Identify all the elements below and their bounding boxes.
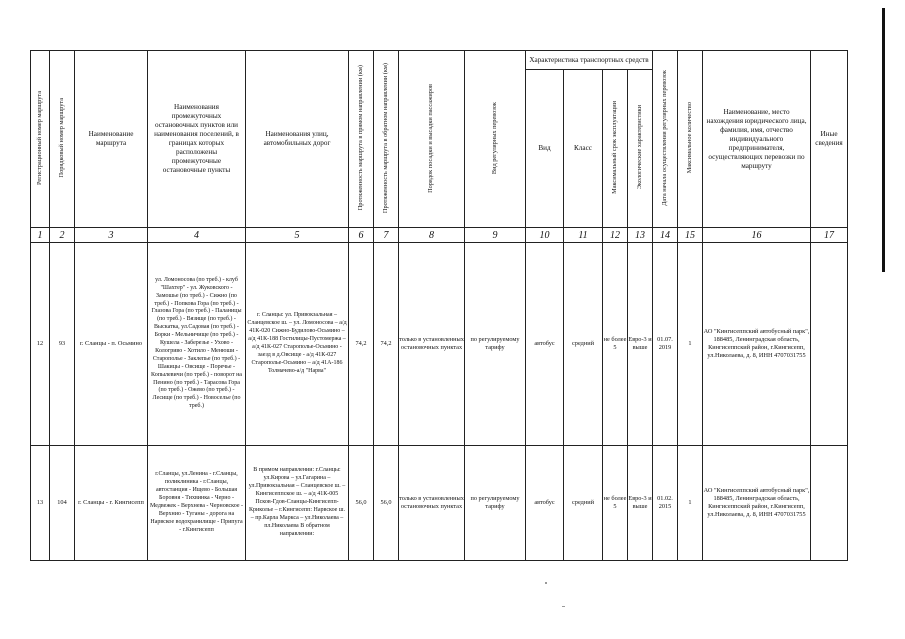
cell-vehicle-kind: автобус xyxy=(526,243,564,446)
column-number: 14 xyxy=(653,228,678,243)
column-number: 12 xyxy=(603,228,628,243)
column-number: 5 xyxy=(246,228,349,243)
cell-reg: 13 xyxy=(31,446,50,561)
cell-length-forward: 56,0 xyxy=(349,446,374,561)
cell-length-forward: 74,2 xyxy=(349,243,374,446)
scan-speck xyxy=(562,606,565,607)
cell-length-back: 74,2 xyxy=(374,243,399,446)
column-number: 4 xyxy=(148,228,246,243)
header-start-date: Дата начала осуществления регулярных перевозок xyxy=(653,51,678,228)
route-registry-table xyxy=(30,50,848,561)
table-row xyxy=(31,243,848,446)
column-number: 8 xyxy=(399,228,465,243)
header-boarding: Порядок посадки и высадки пассажиров xyxy=(399,51,465,228)
header-streets: Наименования улиц, автомобильных дорог xyxy=(246,51,349,228)
column-number: 16 xyxy=(703,228,811,243)
cell-stops: ул. Ломоносова (по треб.) - клуб "Шахтер" - ул. Жуковского - Замошье (по треб.) - Сижно (по треб.) - Попкова Гора (по треб.) - Глазова Гора (по треб.) - Паланицы (по треб.) - Вязище (по треб.) - Выскатка, ул.Садовая (по треб.) - Борки - Мельничище (по треб.) - Кушела - Заберезье - Ухово - Кологриво - Хотило - Менюши - Старополье - Заклепье (по треб.) - Шакицы - Овсище - Поречье - Копылевичи (по треб.) - поворот на Пенино (по треб.) - Тарасова Гора (по треб.) - Ожево (по треб.) - Лесище (по треб.) - Новоселье (по треб.) xyxy=(148,243,246,446)
cell-boarding: только в установленных остановочных пунктах xyxy=(399,243,465,446)
cell-vehicle-kind: автобус xyxy=(526,446,564,561)
cell-max-age: не более 5 xyxy=(603,243,628,446)
cell-route-name: г. Сланцы - п. Осьмино xyxy=(75,243,148,446)
cell-max-age: не более 5 xyxy=(603,446,628,561)
cell-vehicle-class: средний xyxy=(564,243,603,446)
page-edge-bar xyxy=(882,8,885,272)
cell-start-date: 01.02. 2015 xyxy=(653,446,678,561)
column-number: 11 xyxy=(564,228,603,243)
header-transport-type: Вид регулярных перевозок xyxy=(465,51,526,228)
cell-max-count: 1 xyxy=(678,243,703,446)
column-number: 7 xyxy=(374,228,399,243)
header-carrier: Наименование, место нахождения юридического лица, фамилия, имя, отчество индивидуального предпринимателя, осуществляющих перевозки по маршруту xyxy=(703,51,811,228)
column-number: 13 xyxy=(628,228,653,243)
column-number: 6 xyxy=(349,228,374,243)
cell-max-count: 1 xyxy=(678,446,703,561)
cell-seq: 104 xyxy=(50,446,75,561)
cell-boarding: только в установленных остановочных пунктах xyxy=(399,446,465,561)
header-length-forward: Протяженность маршрута в прямом направлении (км) xyxy=(349,51,374,228)
cell-transport-type: по регулируемому тарифу xyxy=(465,243,526,446)
cell-route-name: г. Сланцы - г. Кингисепп xyxy=(75,446,148,561)
header-other: Иные сведения xyxy=(811,51,848,228)
cell-streets: В прямом направлении: г.Сланцы: ул.Кирова – ул.Гагарина – ул.Привокзальная – Сланцевское ш. – Кингисеппское ш. – а/д 41К-005 Псков-Гдов-Сланцы-Кингисепп-Криколье – г.Кингисепп: Нарвское ш. – пр.Карла Маркса – ул.Николаева – пл.Николаева В обратном направлении: xyxy=(246,446,349,561)
column-number: 9 xyxy=(465,228,526,243)
header-max-age: Максимальный срок эксплуатации xyxy=(603,70,628,228)
cell-reg: 12 xyxy=(31,243,50,446)
scan-speck xyxy=(545,582,547,584)
column-number: 3 xyxy=(75,228,148,243)
column-number: 17 xyxy=(811,228,848,243)
cell-transport-type: по регулируемому тарифу xyxy=(465,446,526,561)
column-number: 2 xyxy=(50,228,75,243)
cell-other xyxy=(811,243,848,446)
header-route-name: Наименование маршрута xyxy=(75,51,148,228)
cell-length-back: 56,0 xyxy=(374,446,399,561)
cell-streets: г. Сланцы: ул. Привокзальная – Сланцевское ш. – ул. Ломоносова – а/д 41К-020 Сижно-Будилово-Осьмино – а/д 41К-188 Гостилицы-Пустомержа – а/д 41К-027 Старополье-Осьмино - заезд в д.Овсище - а/д 41К-027 Старополье-Осьмино – а/д 41А-186 Толмачево-а/д "Нарва" xyxy=(246,243,349,446)
cell-carrier: АО "Кингисеппский автобусный парк", 188485, Ленинградская область, Кингисеппский район, г.Кингисепп, ул.Николаева, д. 8, ИНН 4707031755 xyxy=(703,446,811,561)
cell-other xyxy=(811,446,848,561)
cell-seq: 93 xyxy=(50,243,75,446)
column-number-row xyxy=(31,228,848,243)
cell-start-date: 01.07. 2019 xyxy=(653,243,678,446)
header-eco: Экологические характеристики xyxy=(628,70,653,228)
column-number: 10 xyxy=(526,228,564,243)
cell-stops: г.Сланцы, ул.Ленина - г.Сланцы, поликлиника - г.Сланцы, автостанция - Ищево - Большая Боровня - Тихвинка - Черно - Медвежек - Верхнева - Черновское - Верхнио - Туганы - дорога на Нарвское водохранилище - Припуга - г.Кингисепп xyxy=(148,446,246,561)
header-length-back: Протяженность маршрута в обратном направлении (км) xyxy=(374,51,399,228)
header-seq-number: Порядковый номер маршрута xyxy=(50,51,75,228)
cell-eco: Евро-3 и выше xyxy=(628,243,653,446)
cell-vehicle-class: средний xyxy=(564,446,603,561)
table-row xyxy=(31,446,848,561)
column-number: 15 xyxy=(678,228,703,243)
header-vehicle-kind: Вид xyxy=(526,70,564,228)
header-reg-number: Регистрационный номер маршрута xyxy=(31,51,50,228)
header-max-count: Максимальное количество xyxy=(678,51,703,228)
column-number: 1 xyxy=(31,228,50,243)
header-vehicle-group: Характеристика транспортных средств xyxy=(526,51,653,70)
header-vehicle-class: Класс xyxy=(564,70,603,228)
cell-eco: Евро-3 и выше xyxy=(628,446,653,561)
header-stops: Наименования промежуточных остановочных пунктов или наименования поселений, в границах которых расположены промежуточные остановочные пункты xyxy=(148,51,246,228)
cell-carrier: АО "Кингисеппский автобусный парк", 188485, Ленинградская область, Кингисеппский район, г.Кингисепп, ул.Николаева, д. 8, ИНН 4707031755 xyxy=(703,243,811,446)
